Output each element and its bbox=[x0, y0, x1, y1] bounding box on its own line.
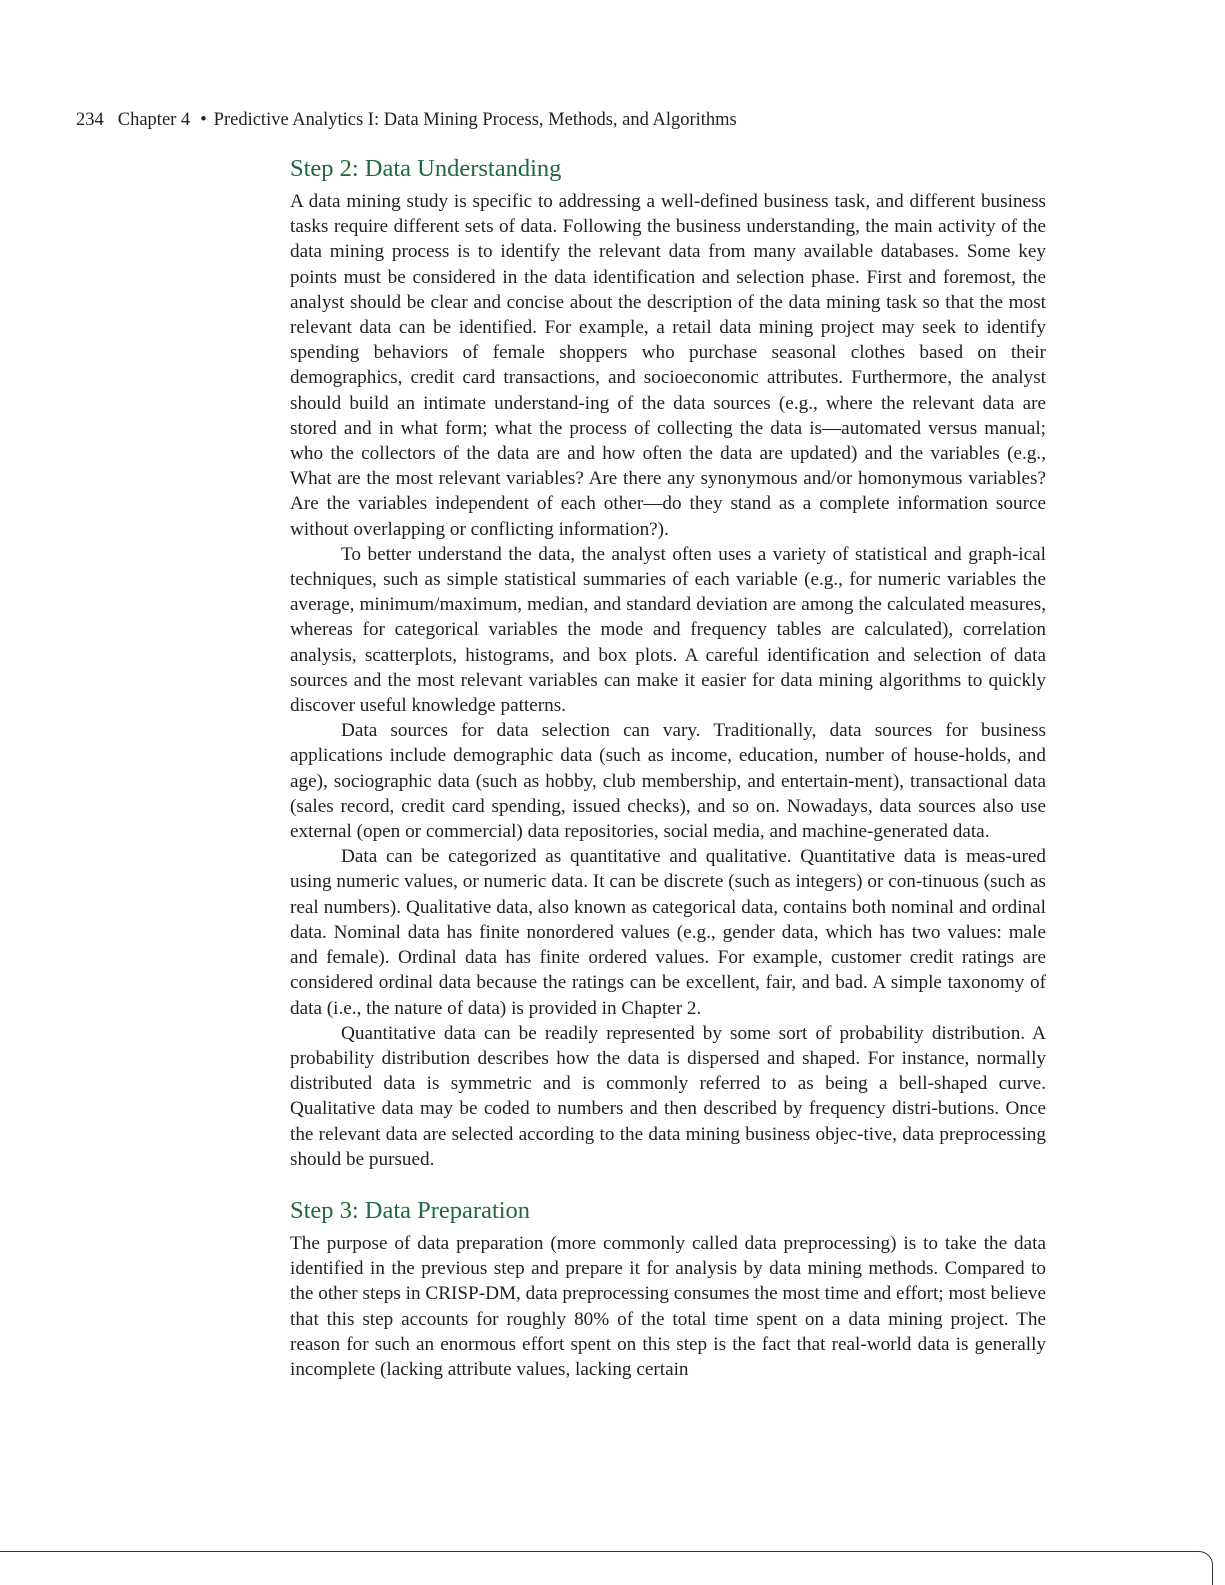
main-content bbox=[290, 152, 1046, 1382]
bullet-separator: • bbox=[200, 110, 207, 130]
section-label: Step 3: bbox=[290, 1196, 359, 1224]
section-title: Data Preparation bbox=[364, 1196, 531, 1224]
chapter-label: Chapter 4 bbox=[117, 110, 191, 130]
paragraph: A data mining study is specific to addressing a well-defined business task, and different business tasks require different sets of data. Following the business understanding, the main activity of the data mining process is to identify the relevant data from many available databases. Some key points must be considered in the data identification and selection phase. First and foremost, the analyst should be clear and concise about the description of the data mining task so that the most relevant data can be identified. For example, a retail data mining project may seek to identify spending behaviors of female shoppers who purchase seasonal clothes based on their demographics, credit card transactions, and socioeconomic attributes. Furthermore, the analyst should build an intimate understand-ing of the data sources (e.g., where the relevant data are stored and in what form; what the process of collecting the data is—automated versus manual; who the collectors of the data are and how often the data are updated) and the variables (e.g., What are the most relevant variables? Are there any synonymous and/or homonymous variables? Are the variables independent of each other—do they stand as a complete information source without overlapping or conflicting information?). bbox=[290, 191, 1046, 540]
section-heading-step-3 bbox=[290, 1194, 1046, 1228]
chapter-title: Predictive Analytics I: Data Mining Process, Methods, and Algorithms bbox=[213, 110, 737, 130]
paragraph: To better understand the data, the analyst often uses a variety of statistical and graph-ical techniques, such as simple statistical summaries of each variable (e.g., for numeric variables the average, minimum/maximum, median, and standard deviation are among the calculated measures, whereas for categorical variables the mode and frequency tables are calculated), correlation analysis, scatterplots, histograms, and box plots. A careful identification and selection of data sources and the most relevant variables can make it easier for data mining algorithms to quickly discover useful knowledge patterns. bbox=[290, 543, 1046, 717]
paragraph: The purpose of data preparation (more commonly called data preprocessing) is to take the data identified in the previous step and prepare it for analysis by data mining methods. Compared to the other steps in CRISP-DM, data preprocessing consumes the most time and effort; most believe that this step accounts for roughly 80% of the total time spent on a data mining project. The reason for such an enormous effort spent on this step is the fact that real-world data is generally incomplete (lacking attribute values, lacking certain bbox=[290, 1232, 1046, 1380]
section-label: Step 2: bbox=[290, 155, 359, 182]
section-heading-step-2 bbox=[290, 152, 1046, 186]
page-number: 234 bbox=[76, 110, 104, 130]
running-head bbox=[76, 108, 737, 132]
paragraph: Data can be categorized as quantitative and qualitative. Quantitative data is meas-ured using numeric values, or numeric data. It can be discrete (such as integers) or con-tinuous (such as real numbers). Qualitative data, also known as categorical data, contains both nominal and ordinal data. Nominal data has finite nonordered values (e.g., gender data, which has two values: male and female). Ordinal data has finite ordered values. For example, customer credit ratings are considered ordinal data because the ratings can be excellent, fair, and bad. A simple taxonomy of data (i.e., the nature of data) is provided in Chapter 2. bbox=[290, 846, 1046, 1019]
paragraph: Data sources for data selection can vary. Traditionally, data sources for business applications include demographic data (such as income, education, number of house-holds, and age), sociographic data (such as hobby, club membership, and entertain-ment), transactional data (sales record, credit card spending, issued checks), and so on. Nowadays, data sources also use external (open or commercial) data repositories, social media, and machine-generated data. bbox=[290, 720, 1046, 843]
paragraph: Quantitative data can be readily represented by some sort of probability distribution. A probability distribution describes how the data is dispersed and shaped. For instance, normally distributed data is symmetric and is commonly referred to as being a bell-shaped curve. Qualitative data may be coded to numbers and then described by frequency distri-butions. Once the relevant data are selected according to the data mining business objec-tive, data preprocessing should be pursued. bbox=[290, 1022, 1046, 1170]
section-title: Data Understanding bbox=[364, 155, 562, 182]
page-bottom-border bbox=[0, 1551, 1213, 1585]
